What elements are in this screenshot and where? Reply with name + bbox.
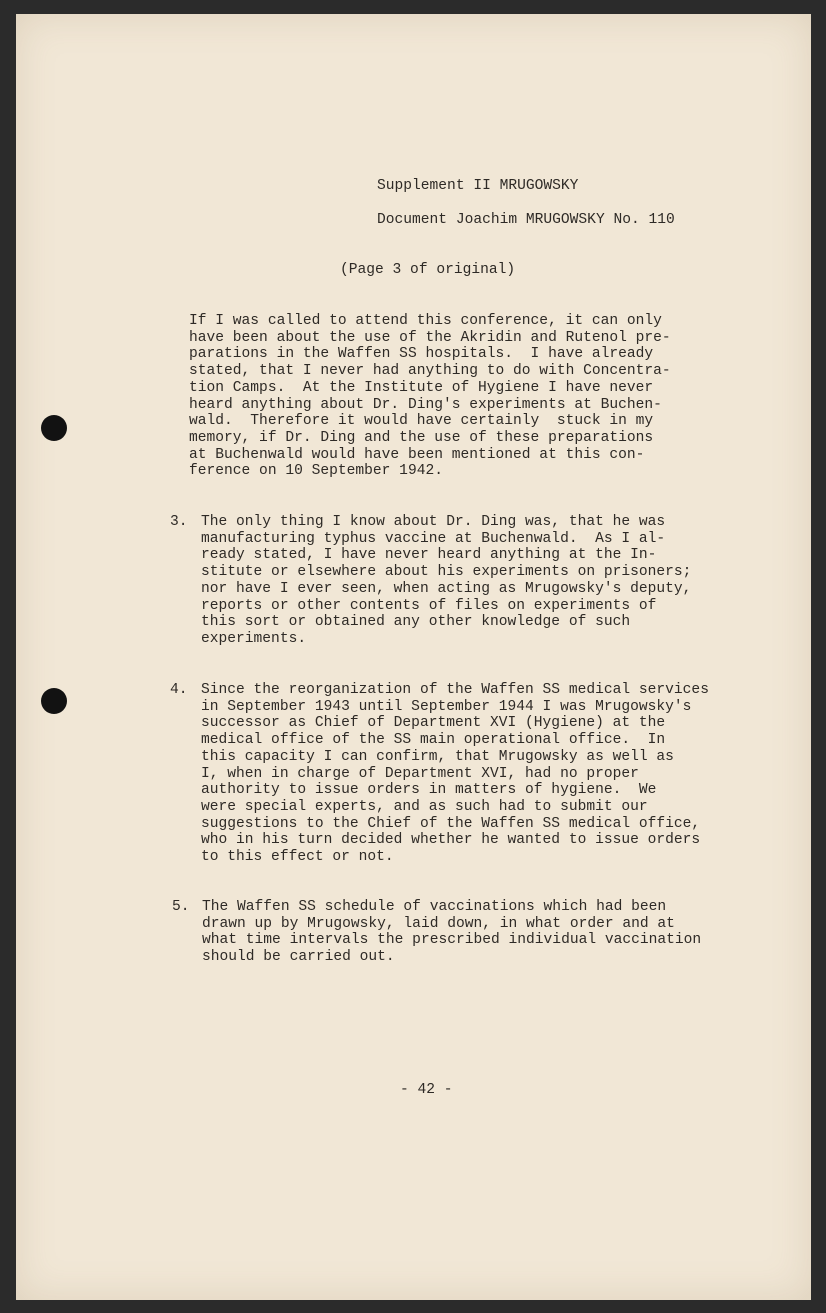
page-reference: (Page 3 of original) — [340, 262, 516, 278]
document-heading: Document Joachim MRUGOWSKY No. 110 — [377, 212, 675, 228]
document-page — [16, 14, 811, 1300]
supplement-heading: Supplement II MRUGOWSKY — [377, 178, 579, 194]
item-paragraph: The only thing I know about Dr. Ding was, that he was manufacturing typhus vaccine at Buchenwald. As I al- ready stated, I have never heard anything at the In- stitute or elsewhere about his experiments on prisoners; nor have I ever seen, when acting as Mrugowsky's deputy, reports or other contents of files on experiments of this sort or obtained any other knowledge of such experiments. — [201, 514, 692, 647]
item-number: 5. — [172, 899, 190, 915]
page-number: - 42 - — [400, 1082, 453, 1098]
punch-hole — [41, 415, 67, 441]
item-paragraph: Since the reorganization of the Waffen SS medical services in September 1943 until September 1944 I was Mrugowsky's successor as Chief of Department XVI (Hygiene) at the medical office of the SS main operational office. In this capacity I can confirm, that Mrugowsky as well as I, when in charge of Department XVI, had no proper authority to issue orders in matters of hygiene. We were special experts, and as such had to submit our suggestions to the Chief of the Waffen SS medical office, who in his turn decided whether he wanted to issue orders to this effect or not. — [201, 682, 709, 866]
intro-paragraph: If I was called to attend this conference, it can only have been about the use of the Akridin and Rutenol pre- parations in the Waffen SS hospitals. I have already stated, that I never had anything to do with Concentra- tion Camps. At the Institute of Hygiene I have never heard anything about Dr. Ding's experiments at Buchen- wald. Therefore it would have certainly stuck in my memory, if Dr. Ding and the use of these preparations at Buchenwald would have been mentioned at this con- ference on 10 September 1942. — [189, 313, 671, 480]
item-number: 4. — [170, 682, 188, 698]
item-paragraph: The Waffen SS schedule of vaccinations which had been drawn up by Mrugowsky, laid down, in what order and at what time intervals the prescribed individual vaccination should be carried out. — [202, 899, 702, 966]
item-number: 3. — [170, 514, 188, 530]
punch-hole — [41, 688, 67, 714]
